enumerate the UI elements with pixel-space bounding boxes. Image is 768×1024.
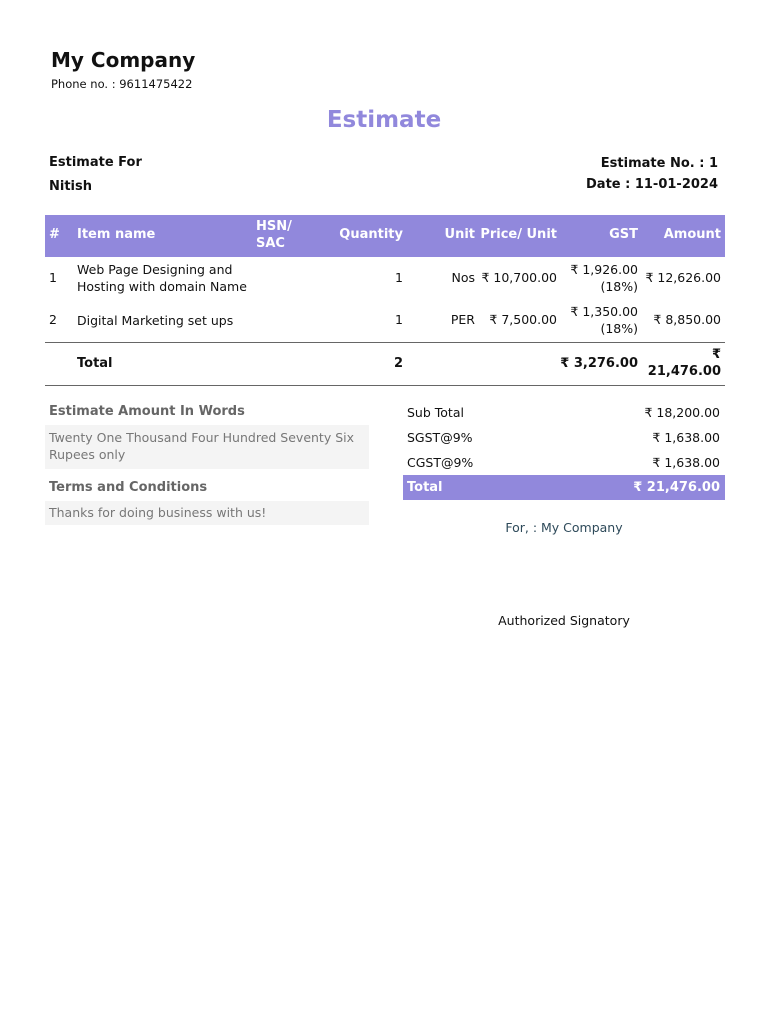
row-gst — [570, 303, 638, 337]
authorized-signatory: Authorized Signatory — [498, 613, 630, 628]
total-amount-value: 21,476.00 — [647, 364, 721, 379]
terms-text: Thanks for doing business with us! — [45, 501, 369, 525]
sgst-label: SGST@9% — [407, 430, 473, 445]
header-price: Price/ Unit — [480, 227, 557, 242]
row-price: ₹ 7,500.00 — [489, 312, 557, 327]
summary-row-sgst — [403, 425, 725, 450]
header-hsn: HSN/ SAC — [256, 219, 292, 251]
subtotal-value: ₹ 18,200.00 — [644, 405, 720, 420]
summary-table — [403, 400, 725, 500]
row-amount: ₹ 12,626.00 — [645, 270, 721, 285]
table-total-row — [45, 342, 725, 386]
company-name: My Company — [51, 48, 196, 72]
amount-in-words-label: Estimate Amount In Words — [49, 404, 245, 419]
amount-in-words-text: Twenty One Thousand Four Hundred Seventy Six Rupees only — [45, 425, 369, 469]
row-gst-rate: (18%) — [600, 279, 638, 294]
grand-total-value: ₹ 21,476.00 — [633, 480, 720, 495]
customer-name: Nitish — [49, 179, 92, 194]
cgst-label: CGST@9% — [407, 455, 474, 470]
total-amount-symbol: ₹ — [711, 347, 721, 362]
row-index: 1 — [49, 270, 57, 285]
estimate-number: Estimate No. : 1 — [600, 156, 718, 171]
header-amount: Amount — [663, 227, 721, 242]
terms-label: Terms and Conditions — [49, 480, 208, 495]
total-gst: ₹ 3,276.00 — [560, 356, 638, 371]
estimate-date: Date : 11-01-2024 — [586, 177, 718, 192]
total-label: Total — [77, 356, 113, 371]
row-gst — [570, 261, 638, 295]
total-amount — [648, 346, 721, 380]
row-quantity: 1 — [395, 270, 403, 285]
for-company: For, : My Company — [505, 520, 623, 535]
summary-row-cgst — [403, 450, 725, 475]
header-hash: # — [49, 227, 60, 242]
page-title: Estimate — [326, 107, 442, 133]
row-item-name: Digital Marketing set ups — [77, 313, 234, 328]
total-quantity: 2 — [393, 356, 403, 371]
company-phone: Phone no. : 9611475422 — [51, 77, 193, 91]
cgst-value: ₹ 1,638.00 — [652, 455, 720, 470]
summary-row-subtotal — [403, 400, 725, 425]
header-item-name: Item name — [77, 227, 156, 242]
row-unit: Nos — [451, 270, 475, 285]
row-index: 2 — [49, 312, 57, 327]
row-gst-rate: (18%) — [600, 321, 638, 336]
table-header — [45, 215, 725, 257]
row-item-name: Web Page Designing and Hosting with domain Name — [77, 262, 247, 294]
row-amount: ₹ 8,850.00 — [653, 312, 721, 327]
header-quantity: Quantity — [339, 227, 403, 242]
header-unit: Unit — [444, 227, 475, 242]
items-table — [45, 215, 725, 386]
row-quantity: 1 — [395, 312, 403, 327]
table-row — [45, 299, 725, 341]
estimate-for-label: Estimate For — [49, 155, 142, 170]
row-gst-amount: ₹ 1,350.00 — [570, 304, 638, 319]
row-unit: PER — [450, 312, 475, 327]
summary-row-total — [403, 475, 725, 500]
row-gst-amount: ₹ 1,926.00 — [570, 262, 638, 277]
subtotal-label: Sub Total — [407, 405, 464, 420]
row-price: ₹ 10,700.00 — [481, 270, 557, 285]
header-gst: GST — [609, 227, 638, 242]
grand-total-label: Total — [407, 480, 443, 495]
table-row — [45, 257, 725, 299]
sgst-value: ₹ 1,638.00 — [652, 430, 720, 445]
